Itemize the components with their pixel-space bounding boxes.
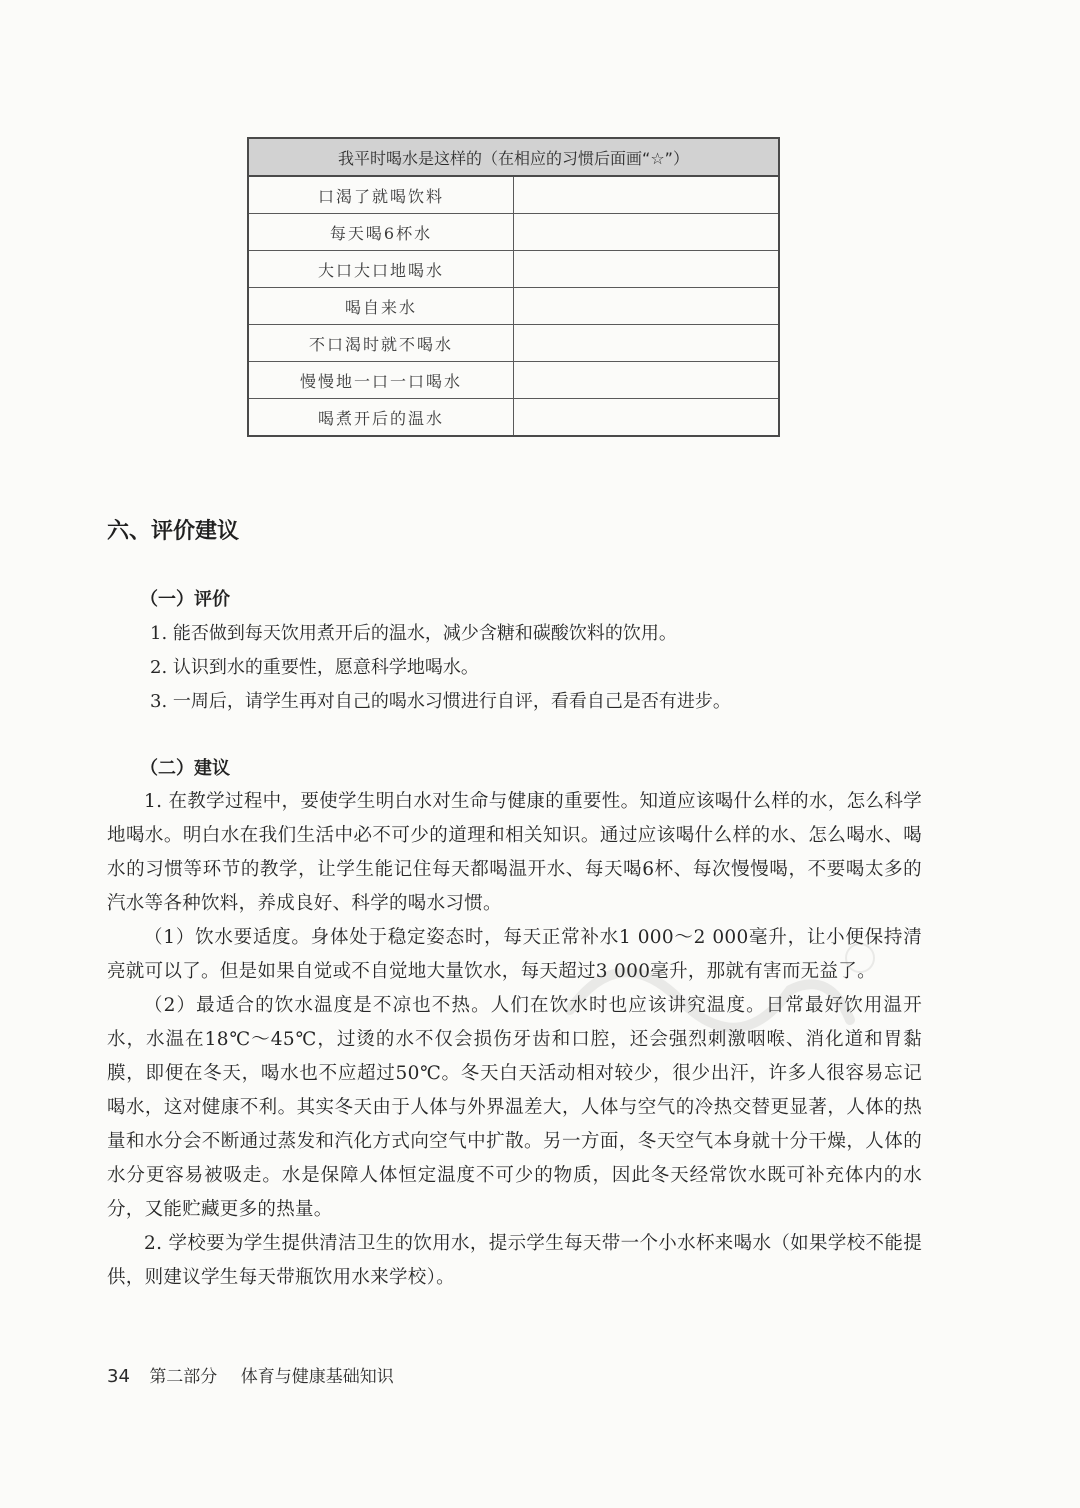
habit-table [247, 137, 780, 437]
list-item: 3. 一周后，请学生再对自己的喝水习惯进行自评，看看自己是否有进步。 [150, 691, 731, 712]
table-row [248, 362, 779, 399]
list-item: 1. 能否做到每天饮用煮开后的温水，减少含糖和碳酸饮料的饮用。 [150, 623, 677, 644]
habit-cell: 口渴了就喝饮料 [248, 176, 514, 214]
footer-chapter: 体育与健康基础知识 [240, 1367, 394, 1387]
mark-cell[interactable] [514, 362, 780, 399]
habit-cell: 慢慢地一口一口喝水 [248, 362, 514, 399]
table-row [248, 325, 779, 362]
mark-cell[interactable] [514, 214, 780, 251]
page-number: 34 [107, 1366, 130, 1387]
page-footer [107, 1362, 394, 1387]
habit-cell: 大口大口地喝水 [248, 251, 514, 288]
paragraph: （2）最适合的饮水温度是不凉也不热。人们在饮水时也应该讲究温度。日常最好饮用温开水，水温在18℃～45℃，过烫的水不仅会损伤牙齿和口腔，还会强烈刺激咽喉、消化道和胃黏膜，即便在冬天，喝水也不应超过50℃。冬天白天活动相对较少，很少出汗，许多人很容易忘记喝水，这对健康不利。其实冬天由于人体与外界温差大，人体与空气的冷热交替更显著，人体的热量和水分会不断通过蒸发和汽化方式向空气中扩散。另一方面，冬天空气本身就十分干燥，人体的水分更容易被吸走。水是保障人体恒定温度不可少的物质，因此冬天经常饮水既可补充体内的水分，又能贮藏更多的热量。 [107, 995, 922, 1220]
mark-cell[interactable] [514, 251, 780, 288]
habit-table-header-row [248, 138, 779, 176]
mark-cell[interactable] [514, 176, 780, 214]
table-row [248, 214, 779, 251]
section-title: 六、评价建议 [107, 519, 240, 544]
evaluation-list [150, 617, 930, 719]
table-row [248, 399, 779, 437]
paragraph: 2. 学校要为学生提供清洁卫生的饮用水，提示学生每天带一个小水杯来喝水（如果学校不能提供，则建议学生每天带瓶饮用水来学校）。 [107, 1233, 922, 1288]
footer-part: 第二部分 [149, 1367, 218, 1387]
habit-cell: 不口渴时就不喝水 [248, 325, 514, 362]
habit-cell: 喝自来水 [248, 288, 514, 325]
evaluation-title: （一）评价 [140, 589, 230, 610]
suggestion-title: （二）建议 [140, 758, 230, 779]
table-row [248, 176, 779, 214]
paragraph: （1）饮水要适度。身体处于稳定姿态时，每天正常补水1 000～2 000毫升，让小便保持清亮就可以了。但是如果自觉或不自觉地大量饮水，每天超过3 000毫升，那就有害而无益了。 [107, 927, 922, 982]
habit-cell: 喝煮开后的温水 [248, 399, 514, 437]
table-row [248, 288, 779, 325]
mark-cell[interactable] [514, 399, 780, 437]
paragraph: 1. 在教学过程中，要使学生明白水对生命与健康的重要性。知道应该喝什么样的水，怎么科学地喝水。明白水在我们生活中必不可少的道理和相关知识。通过应该喝什么样的水、怎么喝水、喝水的习惯等环节的教学，让学生能记住每天都喝温开水、每天喝6杯、每次慢慢喝，不要喝太多的汽水等各种饮料，养成良好、科学的喝水习惯。 [107, 791, 922, 914]
mark-cell[interactable] [514, 325, 780, 362]
list-item: 2. 认识到水的重要性，愿意科学地喝水。 [150, 657, 479, 678]
mark-cell[interactable] [514, 288, 780, 325]
suggestion-body [107, 785, 922, 1295]
table-row [248, 251, 779, 288]
habit-table-header: 我平时喝水是这样的（在相应的习惯后面画“☆”） [248, 138, 779, 176]
habit-cell: 每天喝6杯水 [248, 214, 514, 251]
